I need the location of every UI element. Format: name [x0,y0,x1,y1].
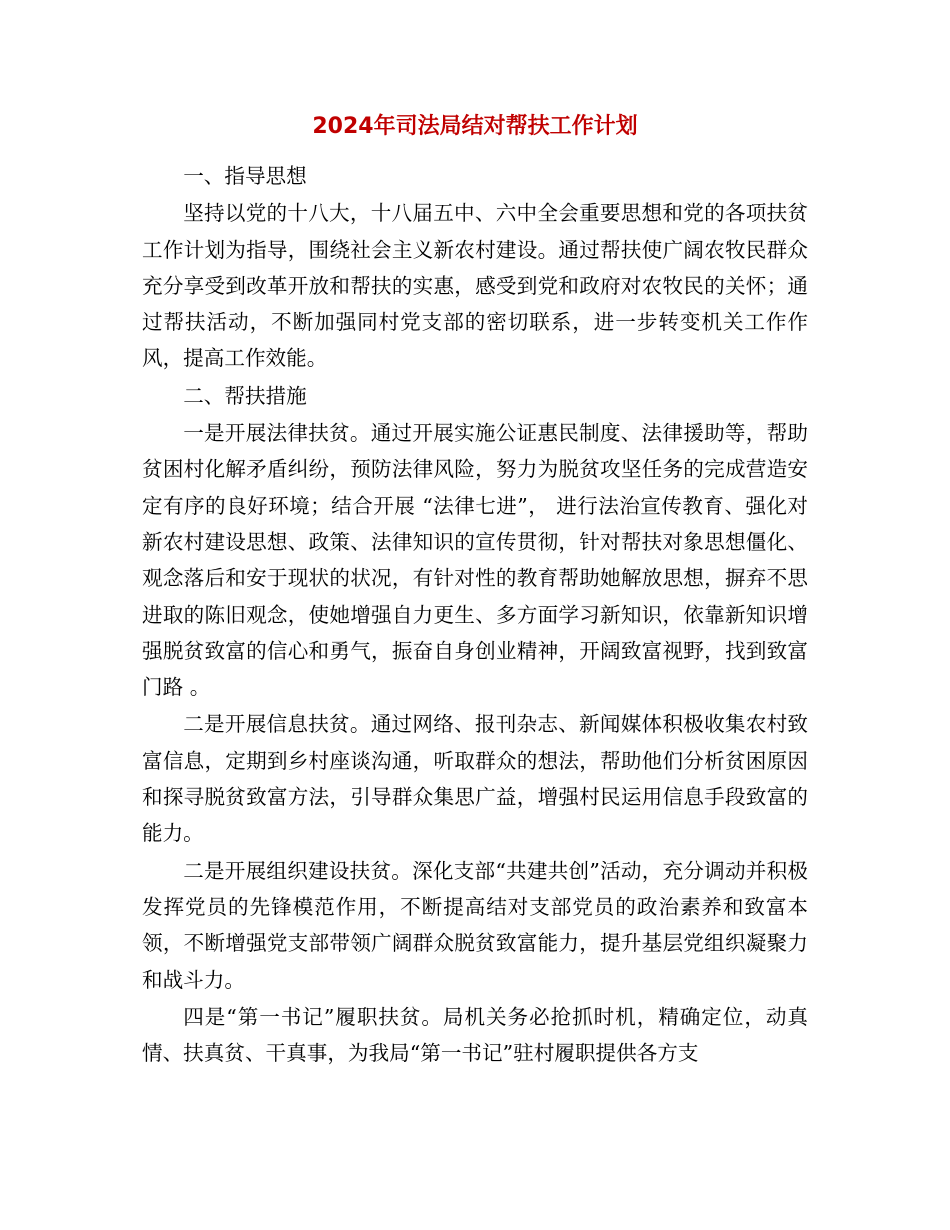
paragraph-legal-aid: 一是开展法律扶贫。通过开展实施公证惠民制度、法律援助等，帮助贫困村化解矛盾纠纷，预防法律风险，努力为脱贫攻坚任务的完成营造安定有序的良好环境；结合开展 “法律七进”， 进行法治宣传教育、强化对新农村建设思想、政策、法律知识的宣传贯彻，针对帮扶对象思想僵化、观念落后和安于现状的状况，有针对性的教育帮助她解放思想，摒弃不思进取的陈旧观念，使她增强自力更生、多方面学习新知识，依靠新知识增强脱贫致富的信心和勇气，振奋自身创业精神，开阔致富视野，找到致富门路 。 [142,421,808,700]
paragraph-guiding-thought: 坚持以党的十八大，十八届五中、六中全会重要思想和党的各项扶贫工作计划为指导，围绕社会主义新农村建设。通过帮扶使广阔农牧民群众充分享受到改革开放和帮扶的实惠，感受到党和政府对农牧民的关怀；通过帮扶活动，不断加强同村党支部的密切联系，进一步转变机关工作作风，提高工作效能。 [142,201,808,371]
paragraph-information-aid: 二是开展信息扶贫。通过网络、报刊杂志、新闻媒体积极收集农村致富信息，定期到乡村座谈沟通，听取群众的想法，帮助他们分析贫困原因和探寻脱贫致富方法，引导群众集思广益，增强村民运用信息手段致富的能力。 [142,712,808,846]
paragraph-first-secretary: 四是“第一书记”履职扶贫。局机关务必抢抓时机，精确定位，动真情、扶真贫、干真事，为我局“第一书记”驻村履职提供各方支 [142,1004,808,1066]
section-heading-guiding-thought: 一、指导思想 [183,164,307,188]
section-heading-measures: 二、帮扶措施 [183,383,307,408]
paragraph-organization-aid: 二是开展组织建设扶贫。深化支部“共建共创”活动，充分调动并积极发挥党员的先锋模范作用，不断提高结对支部党员的政治素养和致富本领，不断增强党支部带领广阔群众脱贫致富能力，提升基层党组织凝聚力和战斗力。 [142,858,808,992]
document-body [142,158,808,1072]
document-title: 2024年司法局结对帮扶工作计划 [312,114,638,139]
